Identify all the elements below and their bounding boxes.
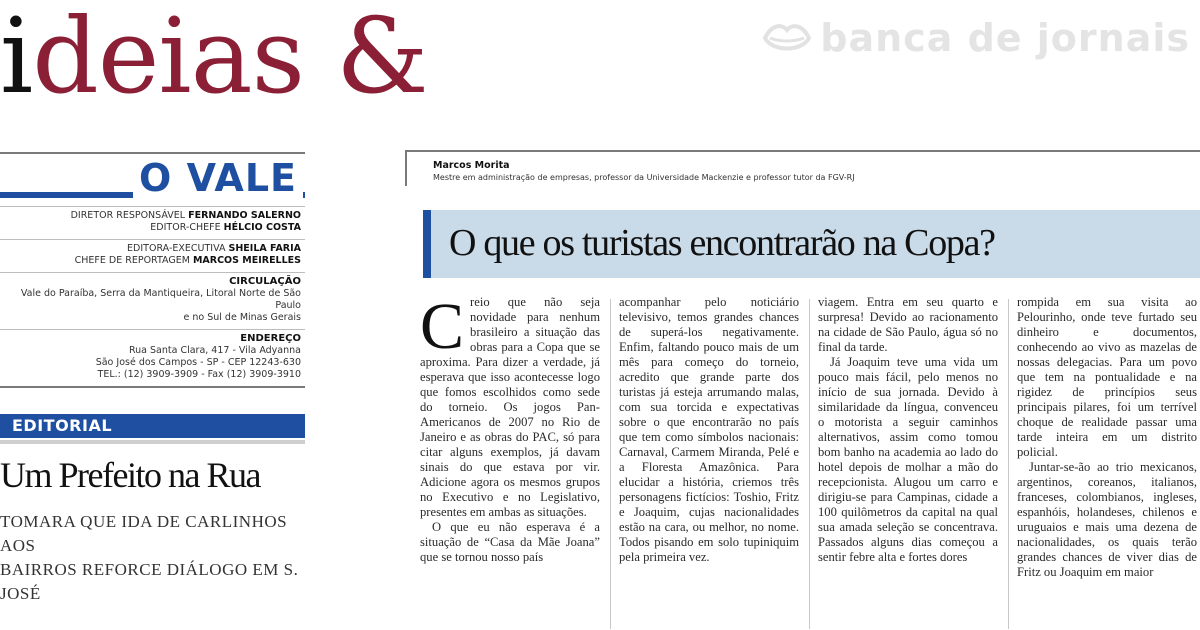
column-separator [1008,299,1009,629]
report-chief-name: MARCOS MEIRELLES [192,255,301,266]
divider [0,386,305,388]
report-chief-label: CHEFE DE REPORTAGEM [74,255,190,266]
director-label: DIRETOR RESPONSÁVEL [70,210,186,221]
director-name: FERNANDO SALERNO [188,210,301,221]
article-title-box [423,210,1200,278]
watermark [762,16,1190,60]
article-body [420,295,1200,630]
article-paragraph: Juntar-se-ão ao trio mexicanos, argentinos, coreanos, italianos, franceses, colombianos, ingleses, espanhóis, holandeses, chilenos e uruguaios e mais uma dezena de nacionalidades, os quais terão grandes chances de viver dias de Fritz ou Joaquim em maior [1017,460,1197,579]
editor-chief-name: HÉLCIO COSTA [223,222,301,233]
article-column [1017,295,1197,630]
masthead-title: deias & [32,0,428,117]
editor-chief-label: EDITOR-CHEFE [150,222,221,233]
watermark-text: banca de jornais [820,16,1190,60]
circulation-info [0,273,305,329]
address-line: São José dos Campos - SP - CEP 12243-630 [95,357,301,368]
article-paragraph: rompida em sua visita ao Pelourinho, onde teve furtado seu dinheiro e documentos, conhecendo ao vivo as mazelas de nossas delegacias. Para um povo que tem na pontualidade e na rigidez de princípios seus principais pilares, foi um terrível choque de realidade passar uma tarde inteira em um distrito policial. [1017,295,1197,459]
article-paragraph: acompanhar pelo noticiário televisivo, temos grandes chances de superá-los negativamente. Enfim, faltando pouco mais de um mês para começo do torneio, acredito que grande parte dos turistas já esteja arrumando malas, com sua torcida e expectativas sobre o que encontrarão no país que tem como símbolos nacionais: Carnaval, Carmem Miranda, Pelé e a Floresta Amazônica. Para elucidar a história, criemos três personagens fictícios: Toshio, Fritz e Joaquim, cujas nacionalidades estão na cara, ou melhor, no nome. Todos pisando em solo tupiniquim pela primeira vez. [619,295,799,564]
exec-editor-label: EDITORA-EXECUTIVA [127,243,226,254]
article-column [619,295,799,630]
address-line: TEL.: (12) 3909-3909 - Fax (12) 3909-3910 [97,369,301,380]
article-paragraph: O que eu não esperava é a situação de “Casa da Mãe Joana” que se tornou nosso país [420,520,600,564]
credits-directors [0,207,305,239]
circulation-line: Vale do Paraíba, Serra da Mantiqueira, Litoral Norte de São Paulo [20,288,301,311]
author-name: Marcos Morita [433,160,510,171]
editorial-title: Um Prefeito na Rua [0,455,260,495]
circulation-line: e no Sul de Minas Gerais [183,312,301,323]
newspaper-sidebar [0,152,305,606]
drop-cap: C [420,295,465,363]
editorial-rule [0,440,305,444]
section-masthead [0,0,428,117]
exec-editor-name: SHEILA FARIA [228,243,301,254]
masthead-first-letter: i [0,0,33,117]
address-line: Rua Santa Clara, 417 - Vila Adyanna [128,345,301,356]
article-paragraph: Já Joaquim teve uma vida um pouco mais fácil, pelo menos no início de sua jornada. Devido à similaridade da língua, convenceu o motorista a seguir caminhos alternativos, assim como tomou bom banho na academia ao lado do hotel depois de molhar a mão do recepcionista. Alugou um carro e dirigiu-se para Campinas, cidade a 100 quilômetros da capital na qual sua amada seleção se concentrava. Passados alguns dias começou a sentir febre alta e fortes dores [818,355,998,564]
editorial-subtitle [0,510,305,606]
editorial-subtitle-line: BAIRROS REFORCE DIÁLOGO EM S. JOSÉ [0,560,299,603]
editorial-label: EDITORIAL [0,414,305,438]
article-paragraph: viagem. Entra em seu quarto e surpresa! Devido ao racionamento na cidade de São Paulo, água só no final da tarde. [818,295,998,354]
newspaper-logo-area [0,154,305,206]
address-heading: ENDEREÇO [240,333,301,344]
author-bio: Mestre em administração de empresas, professor da Universidade Mackenzie e professor tutor da FGV-RJ [433,173,855,182]
newspaper-logo: O VALE [133,158,303,198]
editorial-subtitle-line: TOMARA QUE IDA DE CARLINHOS AOS [0,512,288,555]
address-info [0,330,305,386]
article-column [420,295,600,630]
article-title: O que os turistas encontrarão na Copa? [449,222,995,264]
credits-editors [0,240,305,272]
column-separator [809,299,810,629]
column-separator [610,299,611,629]
lips-logo-icon [762,20,812,56]
article-column [818,295,998,630]
circulation-heading: CIRCULAÇÃO [229,276,301,287]
article-paragraph: reio que não seja novidade para nenhum brasileiro a situação das obras para a Copa que se aproxima. Para dizer a verdade, já esperava que isso acontecesse logo que fomos escolhidos como sede do torneio. Os jogos Pan-Americanos de 2007 no Rio de Janeiro e as obras do PAC, só para citar alguns exemplos, já davam sinais do que estava por vir. Adicione agora os mesmos grupos no Executivo e no Legislativo, presentes em ambas as situações. [420,295,600,519]
opinion-article [405,150,1200,579]
author-box [405,150,1200,186]
